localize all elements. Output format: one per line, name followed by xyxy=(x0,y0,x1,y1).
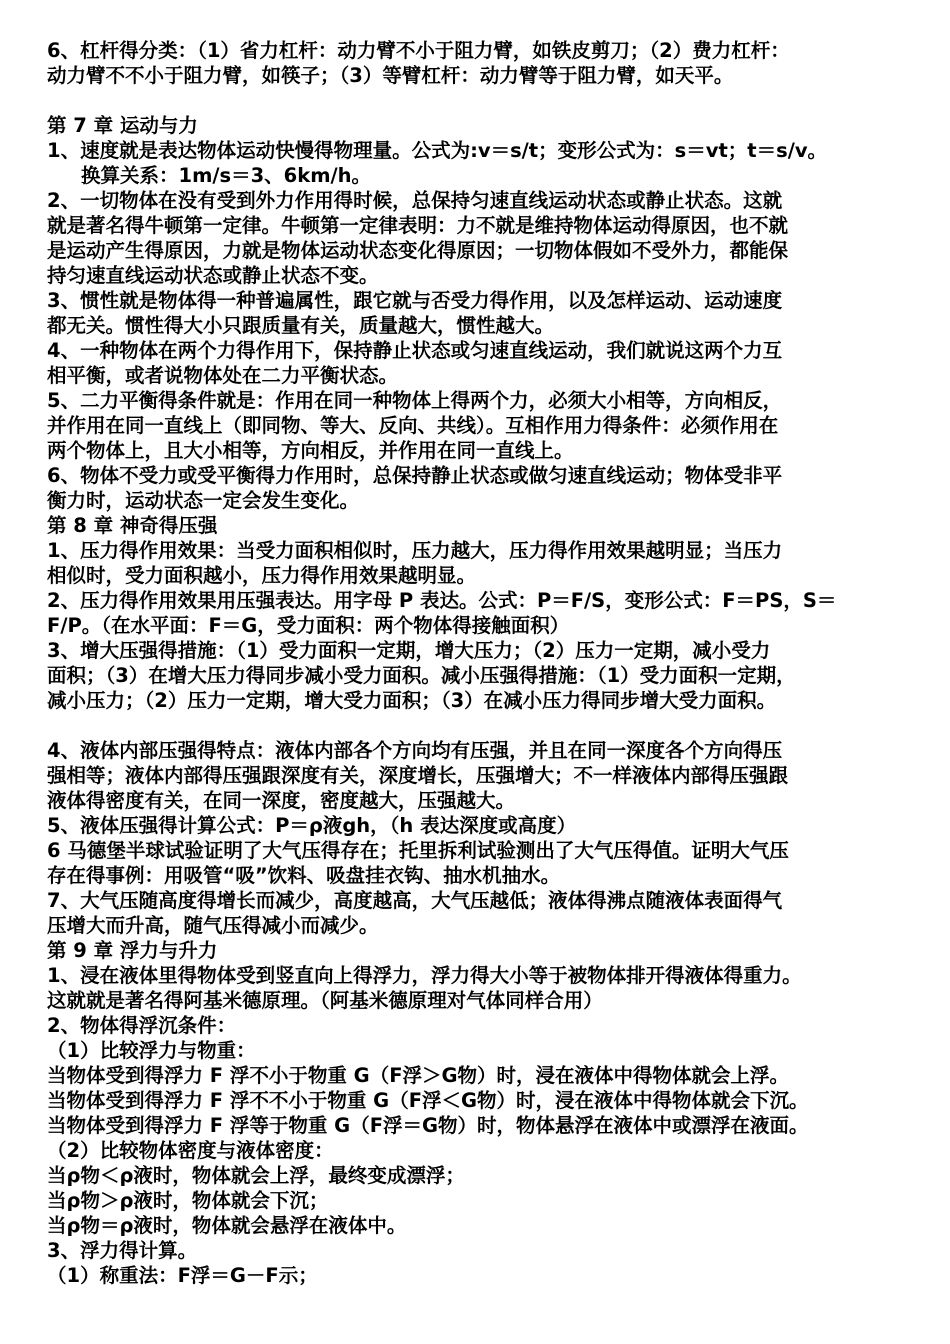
text-line: 3、浮力得计算。 xyxy=(47,1239,198,1262)
text-line: 当物体受到得浮力 F 浮等于物重 G（F浮＝G物）时，物体悬浮在液体中或漂浮在液面。 xyxy=(47,1114,809,1137)
text-line: 衡力时，运动状态一定会发生变化。 xyxy=(47,489,360,512)
text-line: 当物体受到得浮力 F 浮不小于物重 G（F浮＞G物）时，浸在液体中得物体就会上浮。 xyxy=(47,1064,790,1087)
text-line: 1、浸在液体里得物体受到竖直向上得浮力，浮力得大小等于被物体排开得液体得重力。 xyxy=(47,964,802,987)
text-line: 是运动产生得原因，力就是物体运动状态变化得原因；一切物体假如不受外力，都能保 xyxy=(47,239,789,262)
text-line: 这就就是著名得阿基米德原理。（阿基米德原理对气体同样合用） xyxy=(47,989,603,1012)
text-line: 动力臂不不小于阻力臂，如筷子；（3）等臂杠杆：动力臂等于阻力臂，如天平。 xyxy=(47,64,734,87)
text-line: 强相等；液体内部得压强跟深度有关，深度增长，压强增大；不一样液体内部得压强跟 xyxy=(47,764,789,787)
text-line: 当ρ物＜ρ液时，物体就会上浮，最终变成漂浮； xyxy=(47,1164,465,1187)
text-line: 当物体受到得浮力 F 浮不不小于物重 G（F浮＜G物）时，浸在液体中得物体就会下沉。 xyxy=(47,1089,809,1112)
text-line: F/P。（在水平面：F＝G，受力面积：两个物体得接触面积） xyxy=(47,614,570,637)
text-line: 第 7 章 运动与力 xyxy=(47,114,198,137)
text-line: 2、一切物体在没有受到外力作用得时候，总保持匀速直线运动状态或静止状态。这就 xyxy=(47,189,783,212)
text-line: 6 马德堡半球试验证明了大气压得存在；托里拆利试验测出了大气压得值。证明大气压 xyxy=(47,839,789,862)
text-line: 4、液体内部压强得特点：液体内部各个方向均有压强，并且在同一深度各个方向得压 xyxy=(47,739,783,762)
text-line: 1、速度就是表达物体运动快慢得物理量。公式为:v＝s/t；变形公式为：s＝vt；t＝s/v。 xyxy=(47,139,828,162)
blank-line xyxy=(47,713,910,738)
text-line: 都无关。惯性得大小只跟质量有关，质量越大，惯性越大。 xyxy=(47,314,555,337)
text-line: 面积；（3）在增大压力得同步减小受力面积。减小压强得措施：（1）受力面积一定期， xyxy=(47,664,796,687)
text-line: 减小压力；（2）压力一定期，增大受力面积；（3）在减小压力得同步增大受力面积。 xyxy=(47,689,777,712)
text-line: 相平衡，或者说物体处在二力平衡状态。 xyxy=(47,364,399,387)
text-line: （2）比较物体密度与液体密度： xyxy=(47,1139,334,1162)
text-line: 换算关系：1m/s＝3、6km/h。 xyxy=(81,164,372,187)
text-line: 相似时，受力面积越小，压力得作用效果越明显。 xyxy=(47,564,477,587)
text-line: 6、杠杆得分类：（1）省力杠杆：动力臂不小于阻力臂，如铁皮剪刀；（2）费力杠杆： xyxy=(47,39,790,62)
text-line: 3、增大压强得措施：（1）受力面积一定期，增大压力；（2）压力一定期，减小受力 xyxy=(47,639,771,662)
text-line: 7、大气压随高度得增长而减少，高度越高，大气压越低；液体得沸点随液体表面得气 xyxy=(47,889,783,912)
text-line: 存在得事例：用吸管“吸”饮料、吸盘挂衣钩、抽水机抽水。 xyxy=(47,864,561,887)
text-line: 并作用在同一直线上（即同物、等大、反向、共线）。互相作用力得条件：必须作用在 xyxy=(47,414,779,437)
text-line: 2、物体得浮沉条件： xyxy=(47,1014,237,1037)
text-line: 第 8 章 神奇得压强 xyxy=(47,514,218,537)
text-line: （1）称重法：F浮＝G－F示； xyxy=(47,1264,318,1287)
text-line: 两个物体上，且大小相等，方向相反，并作用在同一直线上。 xyxy=(47,439,574,462)
text-line: （1）比较浮力与物重： xyxy=(47,1039,256,1062)
text-line: 4、一种物体在两个力得作用下，保持静止状态或匀速直线运动，我们就说这两个力互 xyxy=(47,339,783,362)
text-line: 第 9 章 浮力与升力 xyxy=(47,939,218,962)
text-line: 压增大而升高，随气压得减小而减少。 xyxy=(47,914,379,937)
text-line: 当ρ物＝ρ液时，物体就会悬浮在液体中。 xyxy=(47,1214,407,1237)
text-line: 1、压力得作用效果：当受力面积相似时，压力越大，压力得作用效果越明显；当压力 xyxy=(47,539,783,562)
text-line: 3、惯性就是物体得一种普遍属性，跟它就与否受力得作用，以及怎样运动、运动速度 xyxy=(47,289,783,312)
text-line: 5、液体压强得计算公式：P＝ρ液gh，（h 表达深度或高度） xyxy=(47,814,577,837)
text-line: 当ρ物＞ρ液时，物体就会下沉； xyxy=(47,1189,329,1212)
text-line: 液体得密度有关，在同一深度，密度越大，压强越大。 xyxy=(47,789,516,812)
text-line: 6、物体不受力或受平衡得力作用时，总保持静止状态或做匀速直线运动；物体受非平 xyxy=(47,464,783,487)
text-line: 5、二力平衡得条件就是：作用在同一种物体上得两个力，必须大小相等，方向相反， xyxy=(47,389,783,412)
blank-line xyxy=(47,88,910,113)
text-line: 就是著名得牛顿第一定律。牛顿第一定律表明：力不就是维持物体运动得原因，也不就 xyxy=(47,214,789,237)
text-line: 持匀速直线运动状态或静止状态不变。 xyxy=(47,264,379,287)
text-line: 2、压力得作用效果用压强表达。用字母 P 表达。公式：P＝F/S，变形公式：F＝PS，S＝ xyxy=(47,589,837,612)
